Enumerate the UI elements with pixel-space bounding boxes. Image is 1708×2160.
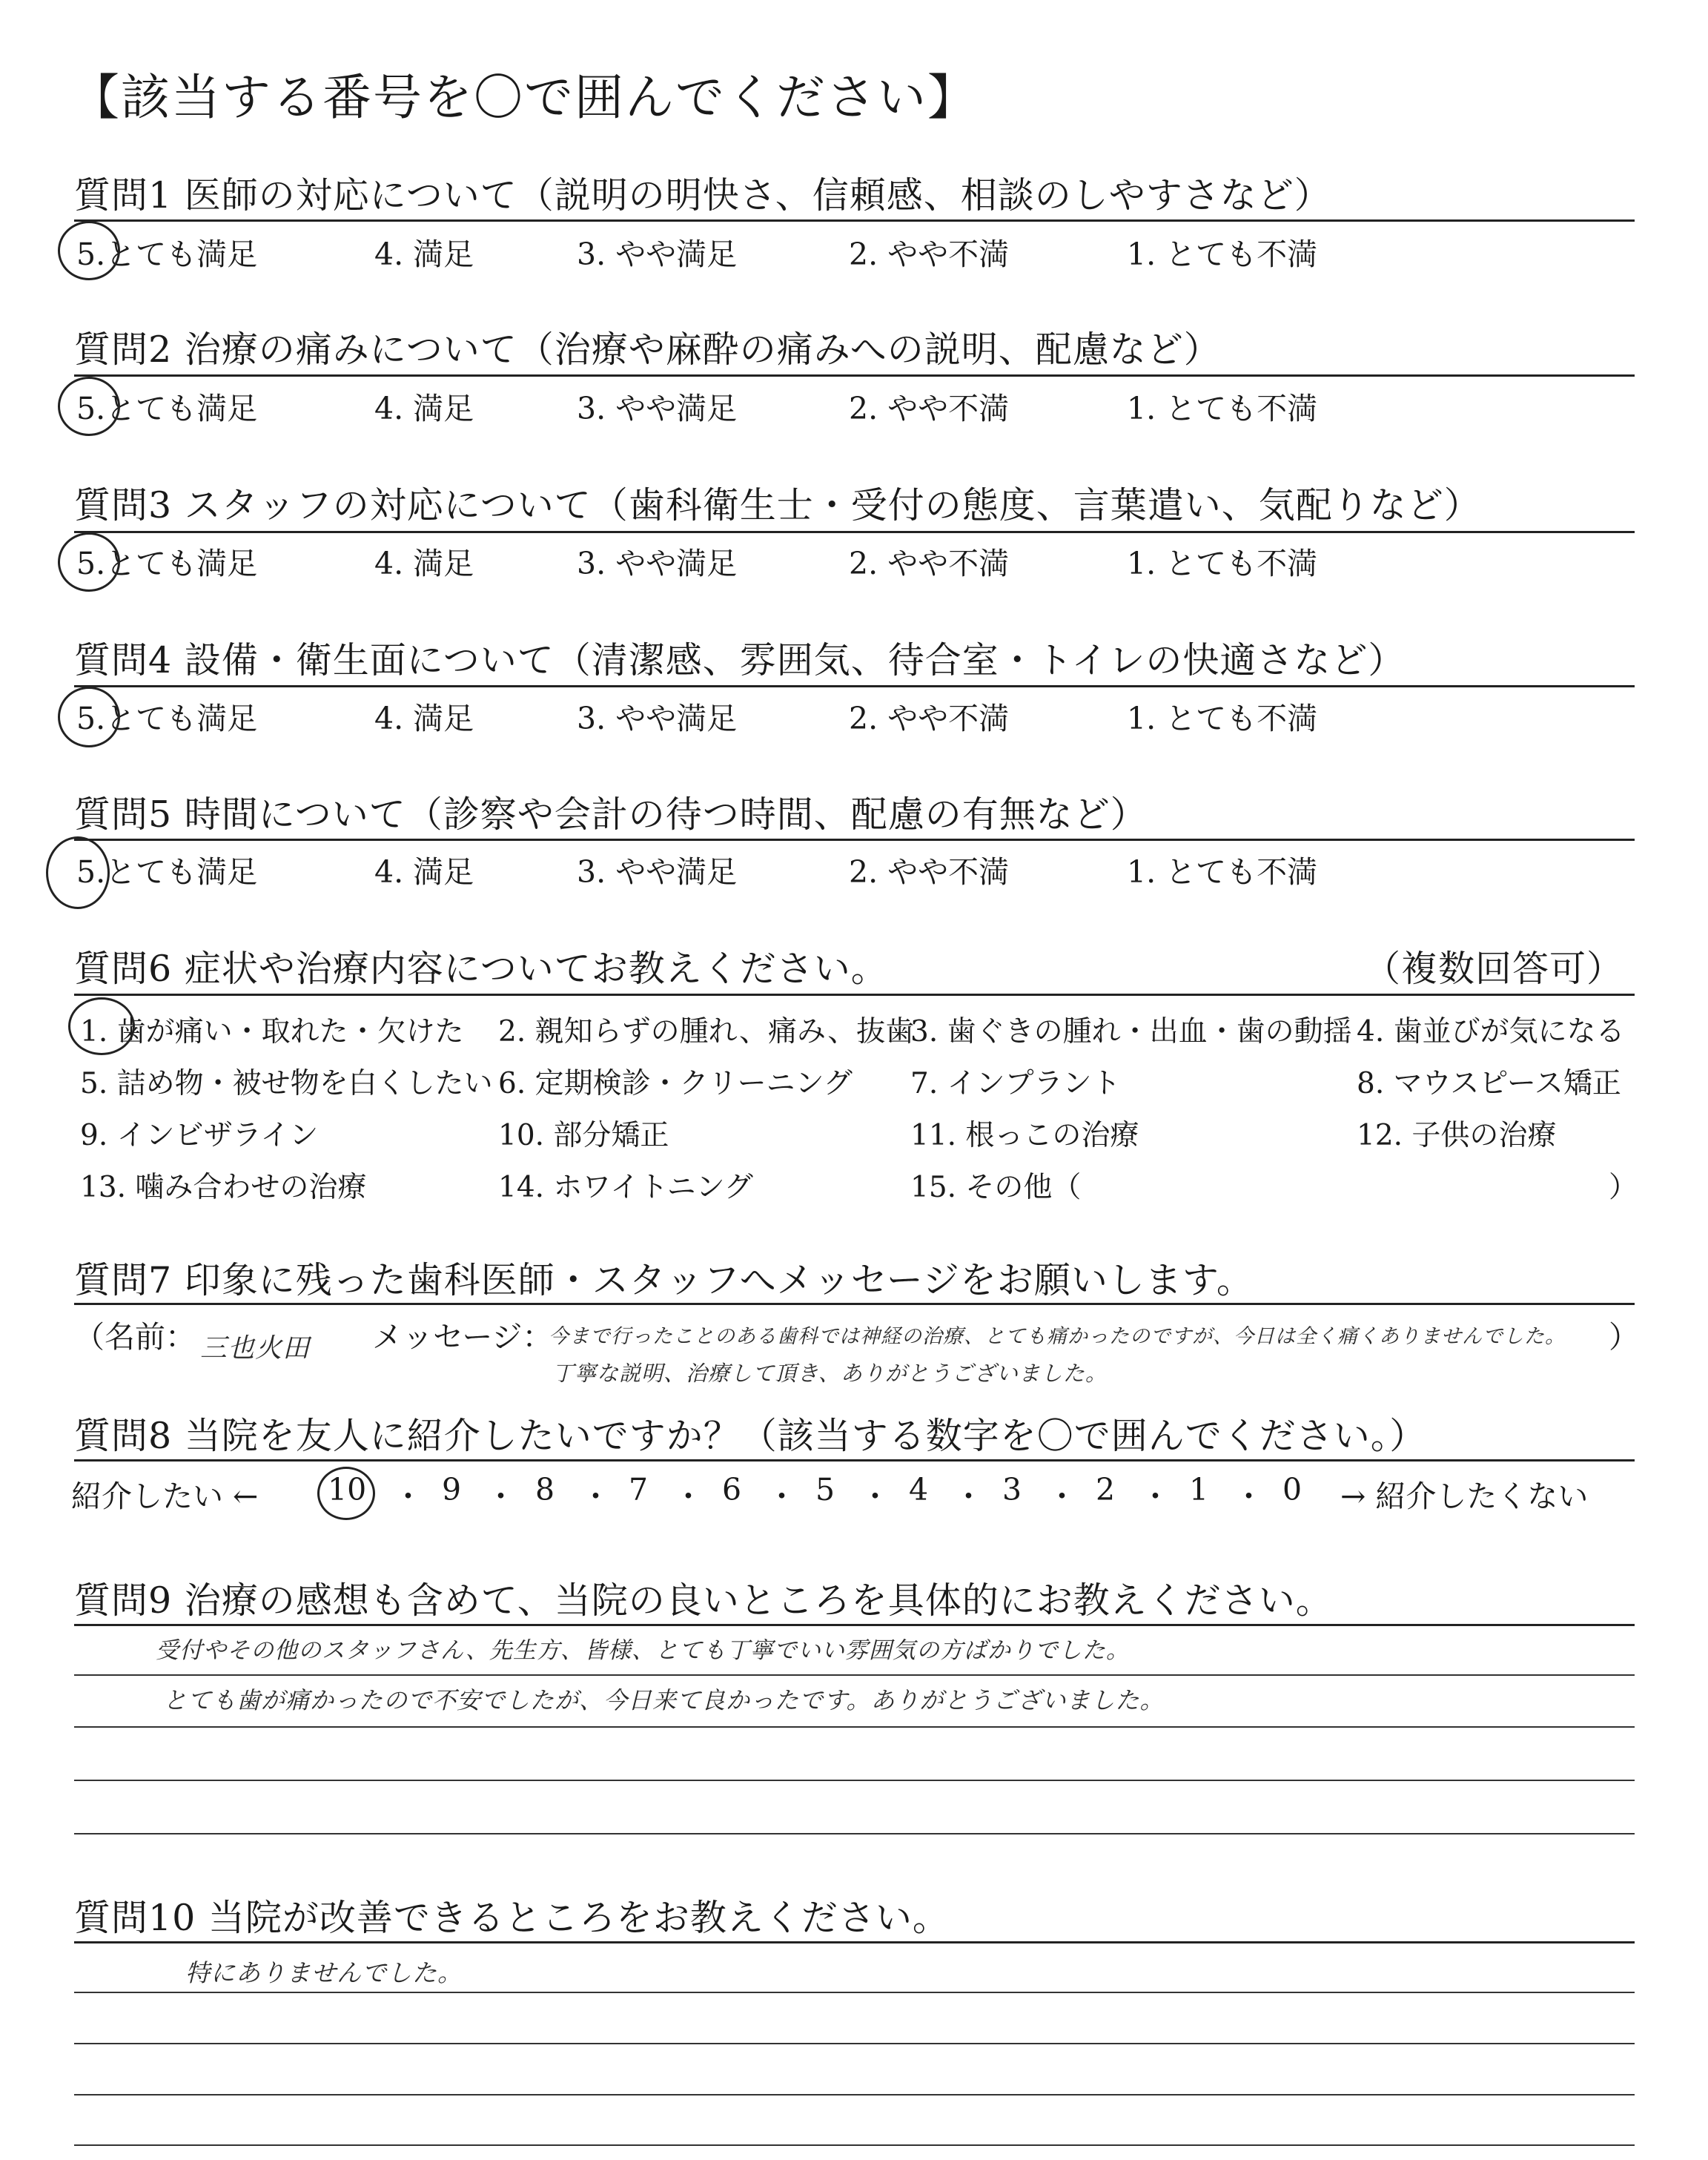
- q8-scale-1[interactable]: 1: [1189, 1472, 1209, 1507]
- q3-option-2[interactable]: 2. やや不満: [849, 546, 1010, 581]
- q6-option-1[interactable]: 1. 歯が痛い・取れた・欠けた: [80, 1015, 464, 1048]
- page-title: 【該当する番号を〇で囲んでください】: [70, 69, 978, 126]
- q9-answer-line-1[interactable]: 受付やその他のスタッフさん、先生方、皆様、とても丁寧でいい雰囲気の方ばかりでした。: [156, 1637, 1130, 1664]
- q5-option-3[interactable]: 3. やや満足: [577, 854, 738, 890]
- q8-scale-dot: ・: [580, 1479, 611, 1514]
- q8-scale-dot: ・: [767, 1479, 797, 1514]
- q1-option-3[interactable]: 3. やや満足: [577, 237, 738, 272]
- question-6-note: （複数回答可）: [1364, 948, 1624, 990]
- q10-answer-rule-1: [74, 1992, 1635, 1993]
- q8-scale-dot: ・: [673, 1479, 704, 1514]
- question-4-rule: [74, 685, 1635, 687]
- q7-message-label: メッセージ：: [372, 1319, 553, 1355]
- q2-option-4[interactable]: 4. 満足: [374, 391, 474, 426]
- q1-option-5[interactable]: 5.とても満足: [76, 237, 258, 272]
- q6-option-3[interactable]: 3. 歯ぐきの腫れ・出血・歯の動揺: [910, 1015, 1352, 1048]
- q8-scale-dot: ・: [393, 1479, 423, 1514]
- q5-option-2[interactable]: 2. やや不満: [849, 854, 1010, 890]
- q8-selection-circle: [317, 1467, 375, 1520]
- q10-answer-line-1[interactable]: 特にありませんでした。: [185, 1958, 463, 1987]
- question-10-label: 質問10 当院が改善できるところをお教えください。: [74, 1897, 950, 1939]
- q6-option-13[interactable]: 13. 噛み合わせの治療: [80, 1171, 367, 1204]
- question-10-rule: [74, 1941, 1635, 1943]
- q8-scale-dot: ・: [486, 1479, 516, 1514]
- q5-option-4[interactable]: 4. 満足: [374, 854, 474, 890]
- question-7-label: 質問7 印象に残った歯科医師・スタッフへメッセージをお願いします。: [74, 1259, 1254, 1301]
- q3-option-3[interactable]: 3. やや満足: [577, 546, 738, 581]
- q5-option-5[interactable]: 5.とても満足: [76, 854, 258, 890]
- question-1-label: 質問1 医師の対応について（説明の明快さ、信頼感、相談のしやすさなど）: [74, 174, 1331, 217]
- question-5-rule: [74, 839, 1635, 841]
- q10-answer-rule-4: [74, 2144, 1635, 2146]
- q4-selection-circle: [58, 687, 120, 747]
- q8-scale-6[interactable]: 6: [722, 1472, 742, 1507]
- question-2-rule: [74, 374, 1635, 377]
- question-1-rule: [74, 219, 1635, 222]
- question-8-label: 質問8 当院を友人に紹介したいですか？（該当する数字を〇で囲んでください。）: [74, 1415, 1427, 1457]
- q6-option-2[interactable]: 2. 親知らずの腫れ、痛み、抜歯: [498, 1015, 915, 1048]
- q6-option-10[interactable]: 10. 部分矯正: [498, 1119, 669, 1152]
- q8-scale-3[interactable]: 3: [1002, 1472, 1022, 1507]
- q7-name-value[interactable]: 三也火田: [200, 1333, 311, 1364]
- q2-selection-circle: [58, 377, 120, 436]
- q8-scale-dot: ・: [953, 1479, 984, 1514]
- q8-scale-5[interactable]: 5: [815, 1472, 835, 1507]
- question-4-label: 質問4 設備・衛生面について（清潔感、雰囲気、待合室・トイレの快適さなど）: [74, 639, 1406, 681]
- question-9-label: 質問9 治療の感想も含めて、当院の良いところを具体的にお教えください。: [74, 1579, 1333, 1622]
- q6-option-8[interactable]: 8. マウスピース矯正: [1357, 1067, 1621, 1100]
- q2-option-5[interactable]: 5.とても満足: [76, 391, 258, 426]
- q9-answer-rule-1: [74, 1674, 1635, 1676]
- q2-option-3[interactable]: 3. やや満足: [577, 391, 738, 426]
- q5-option-1[interactable]: 1. とても不満: [1127, 854, 1318, 890]
- q8-scale-4[interactable]: 4: [909, 1472, 929, 1507]
- q2-option-2[interactable]: 2. やや不満: [849, 391, 1010, 426]
- q8-right-label: → 紹介したくない: [1340, 1479, 1589, 1514]
- q8-left-label: 紹介したい ←: [71, 1479, 259, 1514]
- q10-answer-rule-2: [74, 2043, 1635, 2044]
- q8-scale-2[interactable]: 2: [1096, 1472, 1116, 1507]
- q9-answer-line-2[interactable]: とても歯が痛かったので不安でしたが、今日来て良かったです。ありがとうございました。: [163, 1686, 1165, 1714]
- q9-answer-rule-2: [74, 1726, 1635, 1728]
- question-6-label: 質問6 症状や治療内容についてお教えください。: [74, 948, 888, 990]
- question-6-rule: [74, 994, 1635, 996]
- q5-selection-circle: [46, 836, 110, 909]
- q7-message-line-1[interactable]: 今まで行ったことのある歯科では神経の治療、とても痛かったのですが、今日は全く痛くありませんでした。: [549, 1325, 1566, 1348]
- q6-option-12[interactable]: 12. 子供の治療: [1357, 1119, 1557, 1152]
- q4-option-4[interactable]: 4. 満足: [374, 701, 474, 736]
- q6-option-7[interactable]: 7. インプラント: [910, 1067, 1121, 1100]
- q1-selection-circle: [58, 221, 120, 280]
- q3-option-4[interactable]: 4. 満足: [374, 546, 474, 581]
- question-5-label: 質問5 時間について（診察や会計の待つ時間、配慮の有無など）: [74, 793, 1148, 836]
- q4-option-1[interactable]: 1. とても不満: [1127, 701, 1318, 736]
- q9-answer-rule-3: [74, 1780, 1635, 1781]
- q6-option-11[interactable]: 11. 根っこの治療: [910, 1119, 1139, 1152]
- q9-answer-rule-4: [74, 1833, 1635, 1834]
- q7-close-paren: ）: [1609, 1319, 1639, 1355]
- q8-scale-8[interactable]: 8: [535, 1472, 555, 1507]
- q7-name-label: （名前：: [74, 1319, 196, 1355]
- question-7-rule: [74, 1303, 1635, 1305]
- q8-scale-9[interactable]: 9: [442, 1472, 462, 1507]
- q3-option-5[interactable]: 5.とても満足: [76, 546, 258, 581]
- q4-option-2[interactable]: 2. やや不満: [849, 701, 1010, 736]
- q6-option-9[interactable]: 9. インビザライン: [80, 1119, 319, 1152]
- q3-selection-circle: [58, 532, 120, 592]
- q8-scale-10[interactable]: 10: [328, 1472, 367, 1507]
- q2-option-1[interactable]: 1. とても不満: [1127, 391, 1318, 426]
- q6-option-6[interactable]: 6. 定期検診・クリーニング: [498, 1067, 853, 1100]
- q8-scale-7[interactable]: 7: [629, 1472, 649, 1507]
- q8-scale-dot: ・: [1234, 1479, 1264, 1514]
- q6-option-5[interactable]: 5. 詰め物・被せ物を白くしたい: [80, 1067, 493, 1100]
- q7-message-line-2[interactable]: 丁寧な説明、治療して頂き、ありがとうございました。: [552, 1361, 1108, 1386]
- question-3-rule: [74, 531, 1635, 533]
- q1-option-1[interactable]: 1. とても不満: [1127, 237, 1318, 272]
- question-9-rule: [74, 1624, 1635, 1626]
- q10-answer-rule-3: [74, 2094, 1635, 2095]
- q6-option-4[interactable]: 4. 歯並びが気になる: [1357, 1015, 1625, 1048]
- q6-option-15[interactable]: 15. その他（: [910, 1171, 1082, 1204]
- q8-scale-dot: ・: [860, 1479, 890, 1514]
- q6-selection-circle: [68, 997, 135, 1055]
- q1-option-2[interactable]: 2. やや不満: [849, 237, 1010, 272]
- q6-option-14[interactable]: 14. ホワイトニング: [498, 1171, 753, 1204]
- q8-scale-dot: ・: [1140, 1479, 1171, 1514]
- q4-option-5[interactable]: 5.とても満足: [76, 701, 258, 736]
- question-3-label: 質問3 スタッフの対応について（歯科衛生士・受付の態度、言葉遣い、気配りなど）: [74, 484, 1481, 526]
- q1-option-4[interactable]: 4. 満足: [374, 237, 474, 272]
- q6-option-15-close: ）: [1609, 1171, 1638, 1204]
- q4-option-3[interactable]: 3. やや満足: [577, 701, 738, 736]
- question-8-rule: [74, 1459, 1635, 1462]
- q8-scale-0[interactable]: 0: [1282, 1472, 1302, 1507]
- q8-scale-dot: ・: [1047, 1479, 1077, 1514]
- q3-option-1[interactable]: 1. とても不満: [1127, 546, 1318, 581]
- question-2-label: 質問2 治療の痛みについて（治療や麻酔の痛みへの説明、配慮など）: [74, 328, 1221, 371]
